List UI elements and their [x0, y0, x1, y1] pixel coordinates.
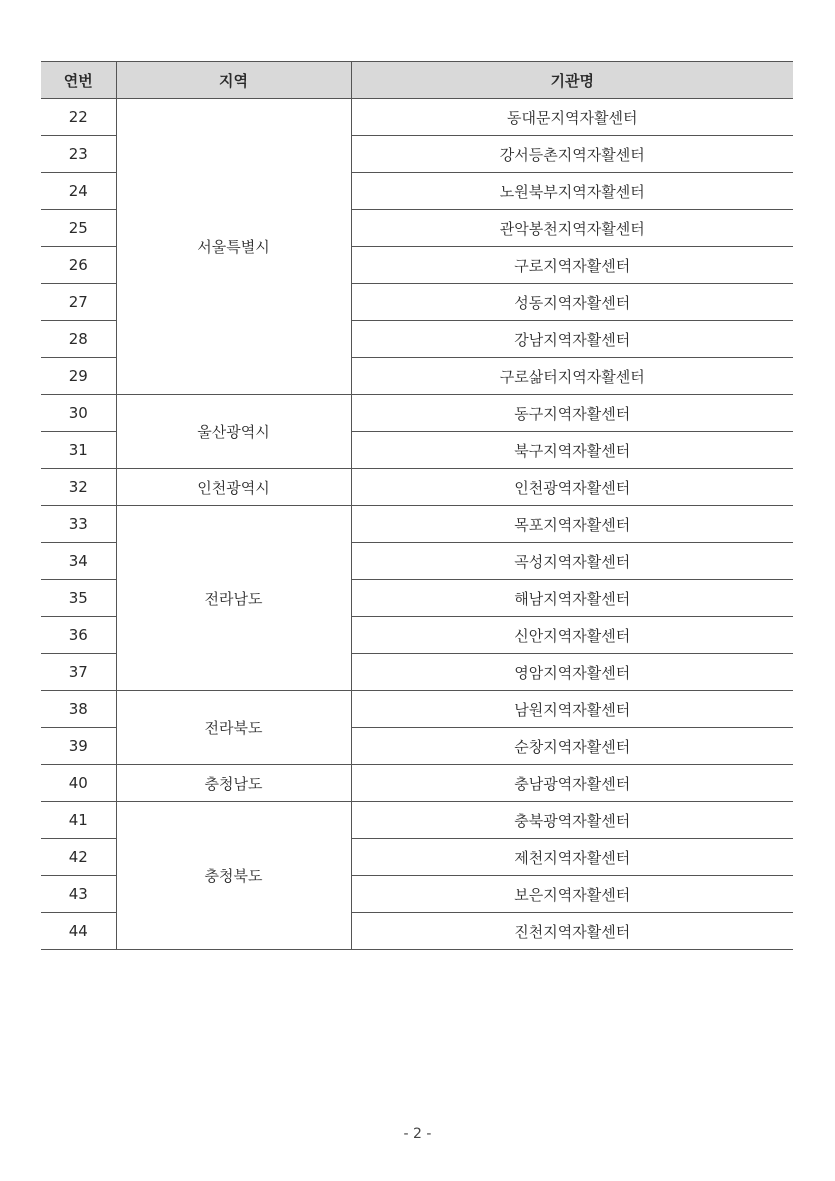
institution-cell: 충북광역자활센터: [351, 802, 793, 839]
institution-cell: 인천광역자활센터: [351, 469, 793, 506]
table-row: [41, 99, 793, 136]
page-number: - 2 -: [403, 1126, 432, 1142]
institution-table: [41, 61, 793, 950]
institution-cell: 동구지역자활센터: [351, 395, 793, 432]
row-number-cell: 41: [41, 802, 116, 839]
region-cell: 인천광역시: [116, 469, 351, 506]
row-number-cell: 26: [41, 247, 116, 284]
institution-cell: 성동지역자활센터: [351, 284, 793, 321]
row-number-cell: 43: [41, 876, 116, 913]
table-row: [41, 802, 793, 839]
row-number-cell: 42: [41, 839, 116, 876]
row-number-cell: 35: [41, 580, 116, 617]
row-number-cell: 23: [41, 136, 116, 173]
region-cell: 전라남도: [116, 506, 351, 691]
institution-cell: 관악봉천지역자활센터: [351, 210, 793, 247]
institution-cell: 순창지역자활센터: [351, 728, 793, 765]
table-body: [41, 99, 793, 950]
institution-cell: 해남지역자활센터: [351, 580, 793, 617]
row-number-cell: 30: [41, 395, 116, 432]
row-number-cell: 39: [41, 728, 116, 765]
row-number-cell: 29: [41, 358, 116, 395]
institution-cell: 북구지역자활센터: [351, 432, 793, 469]
header-institution: 기관명: [351, 62, 793, 99]
row-number-cell: 37: [41, 654, 116, 691]
row-number-cell: 44: [41, 913, 116, 950]
region-cell: 울산광역시: [116, 395, 351, 469]
row-number-cell: 28: [41, 321, 116, 358]
region-cell: 서울특별시: [116, 99, 351, 395]
region-cell: 충청남도: [116, 765, 351, 802]
table-header: [41, 62, 793, 99]
institution-cell: 강서등촌지역자활센터: [351, 136, 793, 173]
institution-cell: 진천지역자활센터: [351, 913, 793, 950]
institution-cell: 보은지역자활센터: [351, 876, 793, 913]
institution-cell: 구로삶터지역자활센터: [351, 358, 793, 395]
institution-cell: 구로지역자활센터: [351, 247, 793, 284]
row-number-cell: 34: [41, 543, 116, 580]
institution-cell: 제천지역자활센터: [351, 839, 793, 876]
row-number-cell: 36: [41, 617, 116, 654]
region-cell: 충청북도: [116, 802, 351, 950]
institution-cell: 충남광역자활센터: [351, 765, 793, 802]
institution-cell: 동대문지역자활센터: [351, 99, 793, 136]
institution-cell: 목포지역자활센터: [351, 506, 793, 543]
row-number-cell: 24: [41, 173, 116, 210]
institution-cell: 남원지역자활센터: [351, 691, 793, 728]
institution-cell: 노원북부지역자활센터: [351, 173, 793, 210]
table-row: [41, 395, 793, 432]
row-number-cell: 40: [41, 765, 116, 802]
row-number-cell: 38: [41, 691, 116, 728]
table-row: [41, 765, 793, 802]
region-cell: 전라북도: [116, 691, 351, 765]
institution-cell: 영암지역자활센터: [351, 654, 793, 691]
table-row: [41, 691, 793, 728]
row-number-cell: 31: [41, 432, 116, 469]
row-number-cell: 27: [41, 284, 116, 321]
institution-cell: 곡성지역자활센터: [351, 543, 793, 580]
table-row: [41, 506, 793, 543]
row-number-cell: 25: [41, 210, 116, 247]
table-row: [41, 469, 793, 506]
header-region: 지역: [116, 62, 351, 99]
row-number-cell: 22: [41, 99, 116, 136]
row-number-cell: 32: [41, 469, 116, 506]
header-row: [41, 62, 793, 99]
institution-cell: 신안지역자활센터: [351, 617, 793, 654]
header-no: 연번: [41, 62, 116, 99]
row-number-cell: 33: [41, 506, 116, 543]
institution-cell: 강남지역자활센터: [351, 321, 793, 358]
